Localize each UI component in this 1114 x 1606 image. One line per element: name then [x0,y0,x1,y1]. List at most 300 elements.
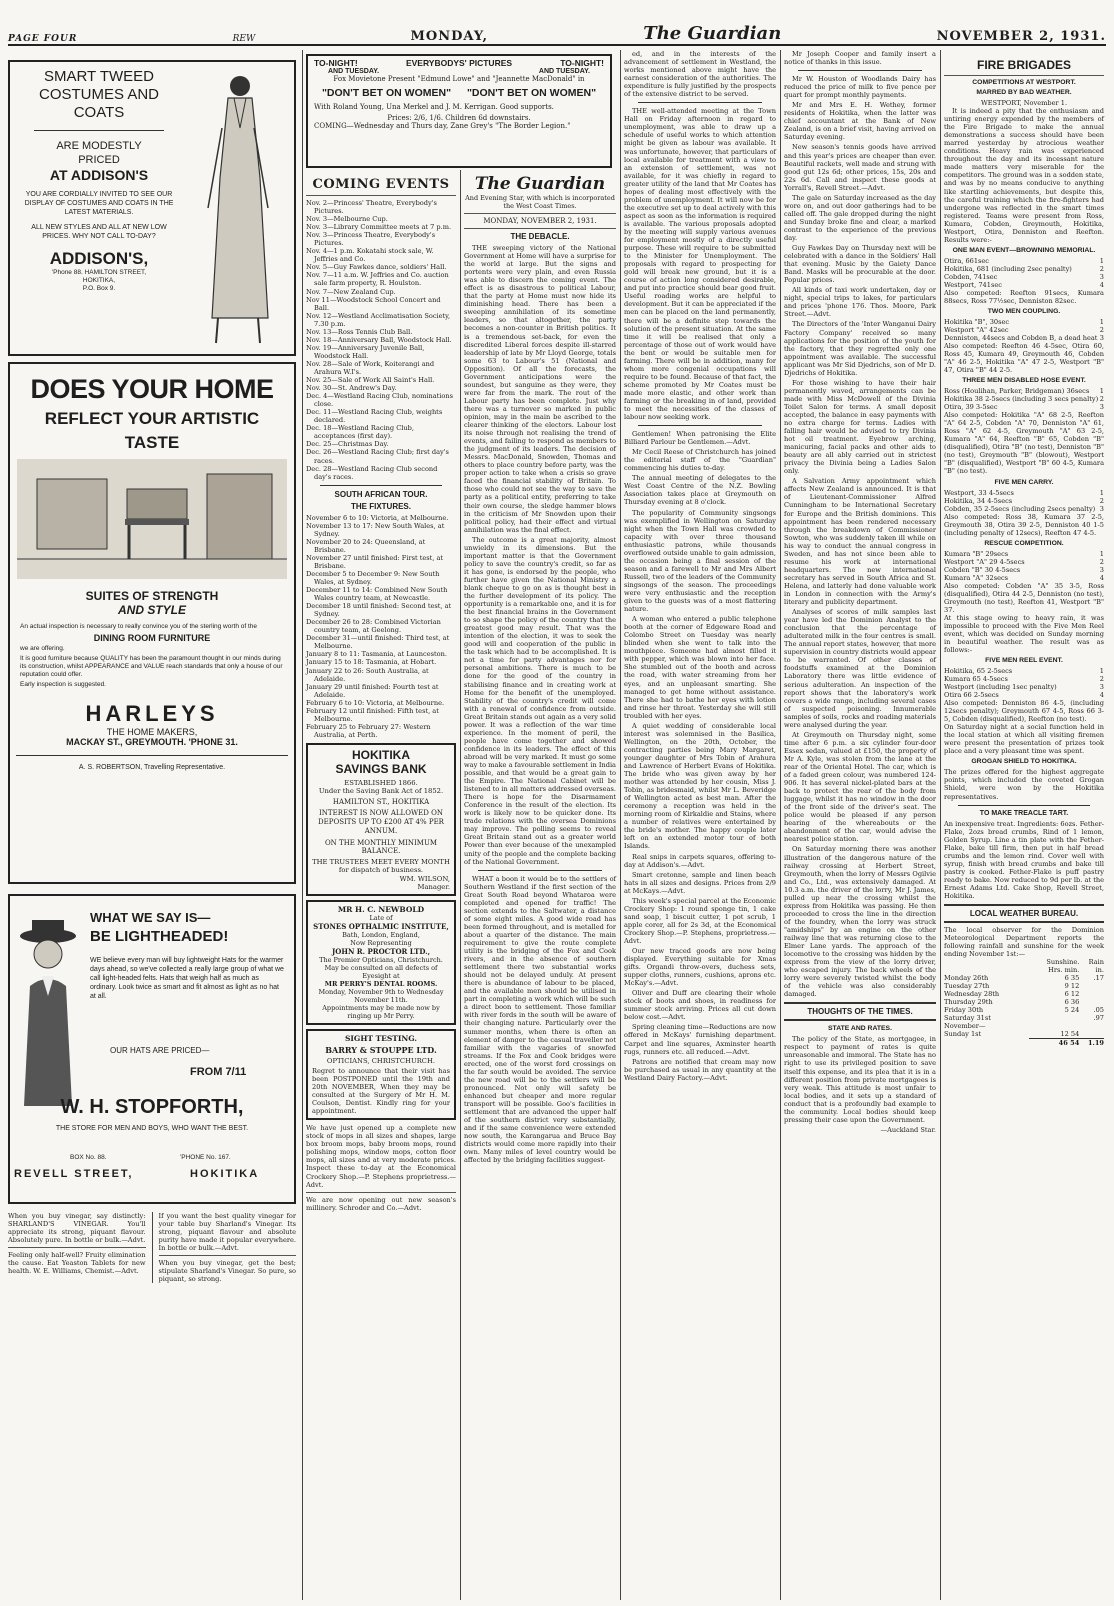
result-cell: Cobden, 741sec [944,272,998,281]
weather-row [944,982,1104,990]
ad-addisons-l4: ARE MODESTLY [56,140,142,152]
fire-sub1: COMPETITIONS AT WESTPORT. [972,79,1076,86]
newbold-l4: Bath, London, England, [342,930,420,939]
result-cell: 1 [1099,317,1104,326]
weather-cell [1079,998,1104,1006]
result-cell: Cobden, 35 2-5secs (including 2secs penalty) [944,504,1096,513]
result-cell: 2 [1099,395,1104,404]
ad-stopforth-name: W. H. STOPFORTH, [60,1096,244,1118]
tour-fixture-item: December 11 to 14: Combined New South Wales country team, at Newcastle. [306,586,448,603]
tour-fixture-item: November 20 to 24: Queensland, at Brisbane. [306,537,426,554]
coming-event-item: Dec. 26—Westland Racing Club; first day's races. [306,448,449,465]
article-salvation-army: A Salvation Army appointment which affects New Zealand is announced. It is that of Lieutenant-Commissioner Alfred Cunningham to be International Secretary for Europe and the British dominions. This appointment has been rendered necessary through the breakdown of Commissioner Sowton, who was suddenly taken ill while on his way to conduct the annual congress in Sweden, and has not since been able to resume his work at international headquarters. The new international secretary has served in South Africa and St. Helena, and latterly had done valuable work in London in connection with the Army's literary and publicity department. [784,477,936,607]
result-cell: 2 [1099,675,1104,684]
coming-event-item: Nov. 3—Library Committee meets at 7 p.m. [306,223,452,232]
notice-billiards: Gentlemen! When patronising the Elite Billiard Parlour be Gentlemen.—Advt. [624,430,776,447]
ad-stopforth-l3: WE believe every man will buy lightweight Hats for the warmer days ahead, so we've collected a really large group of what we call light-headed felts. Hats that weigh half as much as ordinary. Look twice as smart and fit almost as light as no hat at all. [90,957,284,1000]
tour-fixture-item: December 18 until finished: Second test, at Sydney. [306,602,452,619]
event6-note: On Saturday night at a social function held in the local station at which all visiting firemen were present the presentation of prizes took place and a very pleasant time was spent. [944,723,1104,756]
ad-savings-bank [306,743,456,896]
tour-fixture-item: January 15 to 18: Tasmania, at Hobart. [306,658,437,667]
tour-list [306,514,456,739]
ad-pictures [306,54,612,168]
weather-cell: .05 [1093,1006,1104,1015]
pictures-coming: COMING—Wednesday and Thurs day, Zane Grey's "The Border Legion." [314,122,571,130]
notice-taxi: All kinds of taxi work undertaken, day or night, special trips to lakes, for particulars and prices 'phone 176. Thos. Moore, Park Street.—Advt. [784,286,936,319]
notice-boots: Oliver and Duff are clearing their whole stock of boots and shoes, in readiness for summer stock arriving. Prices all cut down below cost.—Advt. [624,989,776,1022]
fire-dateline: WESTPORT, November 1. [980,99,1068,107]
fire-intro: It is indeed a pity that the enthusiasm and untiring energy expended by the members of the Fire Brigade to make the annual demonstrations a success should have been marred yesterday by atrocious weather conditions. Heavy rain was experienced throughout the day and its incessant nature made matters very miserable for the competitors. The ground was in a sodden state, and was by no means conducive to anything like startling achievements, but despite this, the careful training which the fire-fighters had undergone was reflected in the smart times registered. Teams were present from Ross, Kumara, Cobden, Greymouth, Hokitika, Westport, Otira, Denniston and Reefton. Results were:- [944,107,1104,244]
result-row [944,691,1104,699]
newbold-l7: The Premier Opticians, Christchurch. [319,955,443,964]
bank-l8: THE TRUSTEES MEET EVERY MONTH for dispatch of business. [312,857,450,875]
ad-addisons-l1: SMART TWEED [43,68,155,85]
bank-l3: ESTABLISHED 1866. [344,778,418,787]
pictures-h5: AND TUESDAY. [538,68,590,75]
ad-vinegar-1: When you buy vinegar, say distinctly: SHARLAND'S VINEGAR. You'll appreciate its strong, piquant flavour. Absolutely pure. In bottle or bulk.—Advt. [8,1212,146,1245]
coming-event-item: Nov. 13—Ross Tennis Club Ball. [306,327,413,336]
bank-l4: Under the Saving Bank Act of 1852. [318,786,444,795]
editorial-masthead: The Guardian [474,174,606,194]
result-row [944,574,1104,582]
column-fire-brigades [944,50,1104,1600]
result-row [944,326,1104,334]
notice-cream: Patrons are notified that cream may now be purchased as usual in any quantity at the Westland Dairy Factory.—Advt. [624,1057,776,1082]
result-cell: Denniston, 44secs and Cobden B, a dead heat [944,333,1098,342]
result-cell: 3 [1099,683,1104,692]
event1-results [944,257,1104,289]
tart-body: An inexpensive treat. Ingredients: 6ozs. Fether-Flake, 2ozs bread crumbs, Rind of 1 lemon, Golden Syrup. Line a tin plate with the Fether-Flake, bake till firm, then put in half bread crumbs and the lemon rind. Cover well with syrup, finish with bread crumbs and bake till pastry is cooked. Fether-Flake is puff pastry ready to bake. Now reduced to 9d per lb. at the Ernest Adams Ltd. Cake Shop, Revell Street, Hokitika. [944,819,1104,900]
coming-event-item: Nov. 7—New Zealand Cup. [306,287,396,296]
ad-harleys-l6: An actual inspection is necessary to really convince you of the sterling worth of the [20,623,258,630]
weather-cell [1029,1014,1080,1022]
ad-harleys-l2: REFLECT YOUR ARTISTIC [44,409,260,428]
weather-unit-cell: in. [1095,966,1104,975]
ad-harleys-rep: A. S. ROBERTSON, Travelling Representative. [78,764,226,771]
weather-cell: 6 35 [1064,974,1080,983]
result-row [944,497,1104,505]
coming-event-item: Nov. 30—St. Andrew's Day. [306,384,397,393]
weather-cell: Thursday 29th [944,998,993,1007]
notice-cooper: Mr Joseph Cooper and family insert a notice of thanks in this issue. [784,50,936,67]
fire-sub2: MARRED BY BAD WEATHER. [976,89,1072,96]
article-railway-crossing: On Saturday morning there was another illustration of the dangerous nature of the railway crossing at Herbert Street, Greymouth, when the lorry of Messrs Ogilvie and Co., Ltd., was extensively damaged. At 10.3 a.m. the driver of the lorry, Mr J. James, pulled up near the crossing whilst the express from Hokitika was passing. He then proceeded to cross the line in the direction of the foundry, when the lorry was struck "amidships" by an engine on the other railway line that was returning close to the Elmer Lane yards. The approach of the locomotive to the crossing was hidden by the express from the view of the lorry driver, who escaped injury. The back wheels of the lorry were severely twisted whilst the body of the vehicle was also considerably damaged. [784,845,936,999]
column-editorial [464,50,616,1600]
result-cell: Otira, 661sec [944,256,990,265]
notice-traced-goods: Our new traced goods are now being displayed. Everything suitable for Xmas gifts. Organdi throw-overs, duchess sets, supper cloths, runners, cushions, aprons etc. McKay's.—Advt. [624,947,776,988]
event6-title: FIVE MEN REEL EVENT. [985,657,1063,665]
column-news-1 [624,50,776,1600]
coming-event-item: Dec. 11—Westland Racing Club, weights declared. [306,408,443,425]
weather-cell [1079,982,1104,990]
newbold-l9: MR PERRY'S DENTAL ROOMS. [324,979,438,988]
ad-stopforth-l4: OUR HATS ARE PRICED— [110,1046,210,1055]
bank-l5: HAMILTON ST., HOKITIKA [332,797,430,806]
weather-cell: Monday 26th [944,974,989,983]
notice-milk: Mr W. Houston of Woodlands Dairy has reduced the price of milk to five pence per quart for prompt monthly payments. [784,75,936,100]
result-row [944,334,1104,342]
newbold-l11: Appointments may be made now by ringing up Mr Perry. [322,1003,440,1020]
page-number: PAGE FOUR [8,34,78,44]
ad-addisons-name: ADDISON'S, [49,249,149,268]
result-row [944,387,1104,395]
result-cell: 3 [1099,333,1104,342]
ad-harleys-sub: THE HOME MAKERS, [106,727,198,737]
weather-row [944,1014,1104,1022]
result-row [944,550,1104,558]
notice-salon: For those wishing to have their hair permanently waved, arrangements can be made with Miss McDowell of the Divinia Toilet Salon for terms. A small deposit accepted, the balance in easy payments with no extra charge for terms. Ladies with falling hair would be advised to try Divinia hot oil treatment. Eyebrow arching, manicuring, facial packs and other aids to beauty are all ably carried out in strictest privacy the Divinia being a Ladies Salon only. [784,378,936,476]
weather-cell: 9 12 [1064,982,1080,991]
newbold-l10: Monday, November 9th to Wednesday November 11th. [318,987,444,1004]
weather-table [944,958,1104,1047]
ad-addisons-addr2: HOKITIKA, [82,277,116,284]
state-rates-source: —Auckland Star. [880,1125,936,1134]
weather-total-cell: 46 54 [1029,1039,1080,1048]
tour-fixture-item: November 13 to 17: New South Wales, at Sydney. [306,521,445,538]
fire-title: FIRE BRIGADES [976,58,1071,72]
result-cell: 3 [1099,403,1104,412]
state-rates-title: STATE AND RATES. [828,1025,892,1033]
result-row [944,683,1104,691]
bank-l6: INTEREST IS NOW ALLOWED ON DEPOSITS UP TO £200 AT 4% PER ANNUM. [318,808,444,835]
coming-event-item: Nov. 2—Princess' Theatre, Everybody's Pictures. [306,199,437,216]
result-cell: Westport (including 1sec penalty) [944,683,1057,692]
weather-header-cell: Rain [1088,958,1104,967]
result-row [944,558,1104,566]
coming-event-item: Nov. 18—Anniversary Ball, Woodstock Hall. [306,335,452,344]
pictures-h3: TO-NIGHT! [560,58,604,68]
result-cell: 3 [1099,504,1104,513]
article-pepper: A woman who entered a public telephone booth at the corner of Edgeware Road and Colombo Street on Tuesday was nearly blinded when she went to talk into the mouthpiece. Someone had almost filled it with pepper, which was blown into her face. She stumbled out of the booth and across the road, with water streaming from her eyes, and an unpleasant smarting. She managed to get home without assistance. There she had to bathe her eyes with lotion and rinse her throat. Yesterday she will still troubled with her eyes. [624,615,776,720]
result-cell: Ross (Houlihan, Parker, Bridgeman) 36secs [944,387,1090,396]
weather-cell: .97 [1093,1014,1104,1023]
tour-fixture-item: December 5 to December 9: New South Wales, at Sydney. [306,569,440,587]
thoughts-title: THOUGHTS OF THE TIMES. [807,1007,913,1017]
result-cell: 1 [1099,488,1104,497]
weather-cell: Tuesday 27th [944,982,990,991]
result-cell: Otira, 39 3-5sec [944,403,998,412]
article-stolen-car: At Greymouth on Thursday night, some time after 6 p.m. a six cylinder four-door Essex sedan, valued at £150, the property of Mr A. Kyle, was stolen from the lane at the rear of the Oriental Hotel. The car, which is of a faded green colour, was numbered 124-906. It has several nickel-plated bars at the back to protect the rear of the body from luggage, whilst it has no window in the door of the front side of the driver's seat. The police would be pleased if any person hearing of the whereabouts or the abandonment of the car, would advise the nearest police station. [784,730,936,844]
notice-crockery: This week's special parcel at the Economic Crockery Shop: 1 round sponge tin, 1 cake sand soap, 1 biscuit cutter, 1 pot scrub, 1 apple corer, all for 2s 3d, at the Economical Crockery Shop.—P. Stephens, proprietress.—Advt. [624,896,776,945]
coming-event-item: Dec. 25—Christmas Day. [306,440,389,449]
ad-vinegar-3: When you buy vinegar, get the best; stipulate Sharland's Vinegar. So pure, so piquant, so strong. [158,1259,297,1284]
grogan-body: The prizes offered for the highest aggregate points, which included the coveted Grogan Shield, were won by the Hokitika representatives. [944,768,1104,801]
weather-cell: .17 [1093,974,1104,983]
ad-sight-testing [306,1029,456,1120]
ad-stopforth-town: HOKITIKA [190,1168,260,1180]
coming-event-item: Nov. 12—Westland Acclimatisation Society, 7.30 p.m. [306,311,451,328]
bank-l10: Manager. [417,882,450,891]
tour-fixture-item: January 29 until finished: Fourth test at Adelaide. [306,682,439,699]
newbold-l3: STONES OPTHALMIC INSTITUTE, [313,921,449,931]
coming-event-item: Dec. 28—Westland Racing Club second day's races. [306,464,438,481]
event1-title: ONE MAN EVENT—BROWNING MEMORIAL. [952,246,1096,254]
result-cell: 1 [1099,387,1104,396]
result-cell: 3 [1099,272,1104,281]
ad-stopforth-l5: FROM 7/11 [190,1066,247,1078]
ad-harleys-headline: DOES YOUR HOME [30,374,274,404]
notice-wethey: Mr and Mrs E. H. Wethey, former residents of Hokitika, when the latter was chief accountant at the Bank of New Zealand, is on a brief visit, having arrived on Saturday evening. [784,101,936,142]
weather-cell: 5 24 [1064,1006,1080,1015]
result-cell: Otira 66 2-5secs [944,691,999,700]
editorial-p1: THE sweeping victory of the National Government at Home will have a surprise for the world at large. But the signs and portents were very plain, and even Russia was able to discern the coming event. The effect is as disastrous to political Labour, that the party at Home must now hide its diminishing head. There has been a sweeping annihilation of its sometime leaders, so that altogether, the party becomes a non-counter in British politics. It is a tremendous set-back, for even the discredited Liberal forces despite ill-starred leadership of late by Mr Lloyd George, totals some 63 to Labour's 51 (National and Opposition). Of all the forecasts, the Government anticipations were the soundest, but sanguine as they were, they were far from the mark. The rout of the Labour party has been complete. Just why there was a turnover so marked in public opinion, may in the main be ascribed to the clearer thinking of the electors. Labour lost its noise through not realising the trend of events, and failing to respond as members to the judgment of its leaders. The decision of Messrs. MacDonald, Snowden, Thomas and others to place country before party, was the proper action to take when a crisis so grave faced the financial stability of Britain. To those who could not see the way to save the party as a political entity, preferring to take their own course, the sledge hammer blows in the criticism of Mr Snowden upon their political policy, had their effect and virtual annihilation was the final effect. [464,244,616,534]
event3-title: THREE MEN DISABLED HOSE EVENT. [962,377,1086,385]
ad-addisons-l7: YOU ARE CORDIALLY INVITED TO SEE OUR DISPLAY OF COSTUMES AND COATS IN THE LATEST MATERIALS. [24,191,174,216]
result-row [944,489,1104,497]
weather-row [944,974,1104,982]
result-row [944,265,1104,273]
ad-harleys-l5: AND STYLE [117,603,186,617]
coming-events-list [306,199,456,481]
weather-cell: 6 12 [1064,990,1080,999]
result-cell: Hokitika, 34 4-5secs [944,496,1013,505]
event6-results [944,667,1104,699]
ad-stopforth-sub: THE STORE FOR MEN AND BOYS, WHO WANT THE BEST. [55,1125,249,1132]
tour-fixture-item: February 6 to 10: Victoria, at Melbourne. [306,698,445,707]
sight-l2: BARRY & STOUPPE LTD. [325,1044,437,1055]
ad-addisons-l5: PRICED [78,154,120,166]
man-in-hat-illustration [16,916,78,1106]
article-unemployment: THE well-attended meeting at the Town Hall on Friday afternoon in regard to unemployment, was able to draw up a schedule of useful works to which attention might be given as labour was available. It was unfortunate, however, that particulars of local available for treatment with a view to an extension of settlement, was not available, for it was chiefly in regard to greater utility of the land that Mr Coates has hopes of dealing most effectively with the problem of unemployment. It will now be for the executive set up to deal actively with this aspect as soon as the information is required is available. The various proposals adopted by the meeting will supply various avenues for employment mostly of a directly useful purpose. These will require to be submitted to the Minister for Unemployment. The proposals with regard to prospecting for gold will break new ground, but it is a course of action long considered desirable, and put into practice should bear good fruit. Useful roading works are helpful to development. But it can be appreciated if the men can be placed on the land permanently, there will be a definite step towards the solution of the present situation. At the same time it will be realised that only a percentage of those out of work would have the bent or would be suitable men for farming. There will be in addition, many for whom more congenial occupations will require to be found. Because of that fact, the scheme promoted by Mr Coates must be made more elastic, and other work than farming or the breaking in of land, provided to meet the necessities of the classes of labour now seeking work. [624,107,776,422]
event2-title: TWO MEN COUPLING. [987,307,1061,315]
coming-event-item: Nov. 7—11 a.m. W. Jeffries and Co. auction sale farm property, R. Houlston. [306,271,449,288]
result-row [944,273,1104,281]
dining-room-illustration [17,459,287,579]
weather-unit-cell: Hrs. min. [1048,966,1080,975]
weather-row [944,998,1104,1006]
ad-harleys-l7: DINING ROOM FURNITURE [93,633,211,643]
result-cell: Cobden "B" 30 4-5secs [944,565,1021,574]
pictures-film1: "DON'T BET ON WOMEN" [321,87,452,99]
weather-row [944,1022,1104,1030]
ad-addisons-addr1: 'Phone 88. HAMILTON STREET, [51,269,147,276]
weather-cell: November— [944,1022,986,1031]
weather-cell: Wednesday 28th [944,990,1000,999]
sight-l4: Regret to announce that their visit has been POSTPONED until the 19th and 20th NOVEMBER, When they may be consulted at the Surgery of Mr H. M. Coulson, Dentist. Kindly ring for your appointment. [312,1066,450,1116]
result-cell: Westport "A" 29 4-5secs [944,557,1025,566]
coming-event-item: Dec. 4—Westland Racing Club, nominations close. [306,392,453,409]
pictures-l2: With Roland Young, Una Merkel and J. M. Kerrigan. Good supports. [314,103,554,111]
coming-event-item: Nov. 4—1 p.m. Kokatahi stock sale, W. Jeffries and Co. [306,247,434,264]
ad-stopforth-box: BOX No. 88. [70,1154,107,1161]
result-cell: Kumara "A" 32secs [944,573,1009,582]
event4-title: FIVE MEN CARRY. [994,478,1054,486]
event3-also: Also competed: Hokitika "A" 68 2-5, Reefton "A" 64 2-5, Cobden "A" 70, Denniston "A" 61, Ross "A" 62 4-5, Greymouth "A" 63 2-5, Kumara "A" 64, Reefton "B" 65, Cobden "B" (disqualified), Otira "B" (no test), Denniston "B" (no test), Greymouth "B" (blowout), Westport "B" (disqualified), Westport "B" 60 4-5, Kumara "B" (no test). [944,411,1104,476]
pictures-h2: EVERYBODYS' PICTURES [405,58,513,68]
ad-addisons-l8: ALL NEW STYLES AND ALL AT NEW LOW PRICES. WHY NOT CALL TO-DAY? [31,224,167,240]
coming-event-item: Dec. 18—Westland Racing Club, acceptances (first day). [306,424,414,441]
result-cell: 1 [1099,667,1104,676]
ad-stopforth-l2: BE LIGHTHEADED! [90,928,229,945]
ad-harleys-l9: It is good furniture because QUALITY has been the paramount thought in our minds during its construction, whilst APPEARANCE and VALUE reach standards that only a house of our reputation could offer. [20,655,283,678]
state-rates-body: The policy of the State, as mortgagee, in respect to payment of rates is quite unreasonable and immoral. The State has no right to use its privileged position to save itself this expense, and its plea that it is in a different position from private mortgagees is very weak. This attitude is most unfair to local bodies, and it sets up a standard of conduct that is a profoundly bad example to the community. Local bodies should keep pressing their case upon the Government. [784,1035,936,1124]
coming-event-item: Nov. 19—Anniversary Juvenile Ball, Woodstock Hall. [306,343,425,360]
weather-intro: The local observer for the Dominion Meteorological Department reports the following rainfall and sunshine for the week ending November 1st:— [944,926,1104,959]
weather-header-cell: Sunshine. [1046,958,1080,967]
result-row [944,318,1104,326]
woman-in-coat-illustration [188,68,288,350]
newbold-l5: Now Representing [350,938,412,947]
column-news-2 [784,50,936,1600]
weather-cell [1079,1022,1104,1030]
result-cell: Kumara "B" 29secs [944,549,1009,558]
article-south-road: WHAT a boon it would be to the settlers of Southern Westland if the first section of the Great South Road beyond Whataroa were completed and opened for traffic! The section extends to the Saltwater, a distance of some eight miles. A good wide road has been formed throughout, and is metalled for about a quarter of the distance. The main requirement to give the route complete utility is the bridging of the Fox and Cook rivers, and in the absence of southern settlement there two substantial works should not be delayed unduly. At present there is abundance of labour to be placed, and the available men should be utilised in part in completing a work which will be such a direct boon to settlement. Those familiar with river fords in the south will be aware of their changing nature. Particularly over the summer months, when there is often an element of danger to the casual traveller not familiar with the vagaries of snowfed streams. If the Fox and Cook bridges were erected, one of the worst ford crossings on the far south would be avoided. The service the new road will be to the settlers will be pronounced. Not only will safety be enhanced but cheaper and more regular transport will be possible. Goo's facilities in settlement that are advanced the upper half of the southern district very substantially, and if the same convenience were extended now south, the Karangarua and Bruce Bay districts would come more rapidly into their own. Many miles of level country would be affected by the bridging facilities suggest- [464,874,616,1165]
tour-fixture-item: January 22 to 26: South Australia, at Adelaide. [306,666,429,683]
weather-cell [944,1039,1029,1048]
editorial-title: THE DEBACLE. [510,232,570,241]
ad-addisons [8,60,296,356]
tart-title: TO MAKE TREACLE TART. [979,809,1069,817]
newbold-l6: JOHN R. PROCTOR LTD., [331,946,431,956]
event1-also: Also competed: Reefton 91secs, Kumara 88secs, Ross 77½sec, Denniston 82sec. [944,288,1104,305]
tour-fixture-item: February 12 until finished: Fifth test, at Melbourne. [306,706,439,723]
result-cell: Westport "A" 42sec [944,325,1009,334]
event5-results [944,550,1104,582]
ad-addisons-l6: AT ADDISON'S [49,167,149,183]
result-cell: Westport, 741sec [944,280,1002,289]
sight-l1: SIGHT TESTING. [344,1033,417,1043]
result-cell: Hokitika 38 2-5secs (including 3 secs penalty) [944,395,1099,404]
notice-guy-fawkes: Guy Fawkes Day on Thursday next will be celebrated with a dance in the Soldiers' Hall that evening. Music by the Gaiety Dance Band. Masks will be procurable at the door. Popular prices. [784,244,936,285]
ad-newbold [306,900,456,1025]
result-cell: Hokitika, 681 (including 2sec penalty) [944,264,1072,273]
ad-addisons-l2: COSTUMES AND [38,86,159,103]
coming-event-item: Nov. 25—Sale of Work All Saint's Hall. [306,376,435,385]
weather-unit-cell [944,966,1029,974]
weather-header-cell [944,958,1029,966]
result-row [944,675,1104,683]
pictures-h4: AND TUESDAY. [328,68,380,75]
event5-title: RESCUE COMPETITION. [984,539,1064,547]
event5-also: Also competed: Cobden "A" 35 3-5, Ross (disqualified), Otira 44 2-5, Denniston (no test), Greymouth (no test), Reefton 41, Westport "B" 37. [944,581,1104,614]
weather-total-row [944,1039,1104,1048]
result-cell: 3 [1099,565,1104,574]
result-row [944,395,1104,403]
ad-harleys-addr: MACKAY ST., GREYMOUTH. 'PHONE 31. [66,737,238,747]
editorial-date: MONDAY, NOVEMBER 2, 1931. [483,217,597,225]
event4-also: Also competed: Ross 38, Kumara 37 2-5, Greymouth 38, Otira 39 2-5, Denniston 40 1-5 (including penalty of 12secs), Reefton 47 4-5. [944,512,1104,537]
article-wedding: A quiet wedding of considerable local interest was solemnised in the Basilica, Wellington, on the 20th, October, the contracting parties being Mary Margaret, younger daughter of Mrs Tobin of Arahura and Lawrence of Herbert Evans of Hokitika. The bride who was given away by her mother was attended by her cousin, Miss J. Tobin, as bridesmaid, whilst Mr L. Beveridge of Wellington acted as best man. After the ceremony a reception was held in the morning room of Kirkaldie and Stains, where a number of relatives were entertained by the bride's mother. The happy couple later left on an extended motor tour of both Islands. [624,721,776,851]
ad-stopforth-phone: 'PHONE No. 167. [180,1154,231,1161]
event2-results [944,318,1104,342]
newbold-l2: Late of [369,913,393,922]
result-cell: 2 [1099,325,1104,334]
ad-harleys-l10: Early inspection is suggested. [20,681,106,688]
result-cell: Hokitika, 65 2-5secs [944,667,1013,676]
sight-l3: OPTICIANS, CHRISTCHURCH. [326,1056,436,1065]
page-masthead [8,22,1106,46]
bank-l9: WM. WILSON, [399,874,450,883]
notice-mops: We have just opened up a complete new stock of mops in all sizes and shapes, large box broom mops, baby broom mops, round polishing mops, window mops, cotton floor mops, all sizes and at very moderate prices. Inspect these to-day at the Economical Crockery Shop.—P. Stephens proprietress.—Advt. [306,1124,456,1189]
ad-vinegar-2: If you want the best quality vinegar for your table buy Sharland's Vinegar. Its strong, piquant flavour and absolute purity have made it popular everywhere. In bottle or bulk.—Advt. [158,1212,297,1253]
small-ads-row [8,1212,296,1283]
tour-fixture-item: January 8 to 11: Tasmania, at Launceston. [306,650,447,659]
ad-addisons-l3: COATS [73,104,125,121]
result-cell: 4 [1099,573,1104,582]
masthead-title: The Guardian [643,23,782,44]
tour-fixture-item: December 26 to 28: Combined Victorian country team, at Geelong. [306,618,441,635]
bank-l1: HOKITIKA [352,747,410,762]
event2-also: Also competed: Reefton 46 4-5sec, Otira 60, Ross 45, Kumara 49, Greymouth 46, Cobden "A" 46 2-5, Hokitika "A" 47 2-5, Westport "B" 47, Otira "B" 44 2-5. [944,341,1104,375]
tour-fixture-item: February 25 to February 27: Western Australia, at Perth. [306,722,431,739]
editorial-sub: And Evening Star, with which is incorporated the West Coast Times. [465,194,615,210]
bank-l2: SAVINGS BANK [335,761,427,776]
ad-harleys-l4: SUITES OF STRENGTH [85,589,219,603]
bank-l7: ON THE MONTHLY MINIMUM BALANCE. [324,838,438,855]
grogan-title: GROGAN SHIELD TO HOKITIKA. [971,758,1077,766]
editorial-p2: The outcome is a great majority, almost unwieldy in its dimensions. But the important matter is that the Government policy to save the country's credit, so far as it has gone, is endorsed by the people, who further have given the National Ministry a blank cheque to go on as is thought best in the further development of its policy. The opportunity is a remarkable one, and it is for the best financial brains in the Government to so shape the policy of the country that the greatest good may result. That was the intention of the election, it was to seek the good will and cooperation of the public in the task which had to be accomplished. It is not a time for party advantages nor for personal ambitions. There is much to be done for the good of the country in stabilising finance and in creating work at Home for the benefit of the unemployed. Stability of the country's credit will come with a renewal of confidence from outside. Great Britain stands out again as a very solid power. It was a reflection of the war time experience. In the moment of peril, the people have come together and showed confidence in its leaders. The effect of this abroad will be very marked. It must go some way to make a favourable settlement in India possible, and that would be a great gain to the Empire. The National Cabinet will be listened to in all matters addressed overseas. There is hope for the Disarmament Conference in the result of the election. Its work is likely now to be quicker done. Its trade relations with the oversea Dominions may improve. The polling seems to reveal Great Britain stand out as a greater world Power than ever because of the unexampled unity of the people and the complete backing of the National Government. [464,535,616,866]
notice-millinery: We are now opening out new season's millinery. Schroder and Co.—Advt. [306,1195,456,1212]
result-cell: Westport, 33 4-5secs [944,488,1014,497]
coming-event-item: Nov. 28—Sale of Work, Koiterangi and Arahura W.I's. [306,359,435,376]
newbold-l1: MR H. C. NEWBOLD [337,904,425,914]
article-milk-samples: Analyses of scores of milk samples last year have led the Dominion Analyst to the conclusion that the percentage of adulterated milk in the four centres is small. The annual report states, however, that more supervision in country districts would appear to be warranted. Of other classes of foodstuffs examined at the Dominion Laboratory there was little evidence of serious adulteration. An inspection of the report shows that the laboratory's work covers a wide range, including several cases of suspected poisoning. Innumerable samples of soils, rocks and roading materials were analysed during the year. [784,608,936,729]
notice-reese: Mr Cecil Reese of Christchurch has joined the editorial staff of the "Guardian" commencing his duties to-day. [624,448,776,473]
result-cell: 2 [1099,496,1104,505]
result-cell: 2 [1099,264,1104,273]
weather-cell [1079,1030,1104,1039]
weather-title: LOCAL WEATHER BUREAU. [969,909,1079,919]
tour-fixture-item: November 27 until finished: First test, at Brisbane. [306,553,444,570]
article-singsongs: The popularity of Community singsongs was exemplified in Wellington on Saturday night when the Town Hall was crowded to capacity with over three thousand enthusiastic patrons, while thousands overflowed outside unable to gain admission, the occasion being a final session of the season and a farewell to Mr and Mrs Albert Russell, two of the leaders of the Community singsongs of the season. The proceedings were very enthusiastic and the reception given to the guests was of a most flattering nature. [624,508,776,614]
weather-cell: Friday 30th [944,1006,984,1015]
tour-sub: THE FIXTURES. [350,501,411,511]
notice-hats: Smart cretonne, sample and linen beach hats in all sizes and designs. Prices from 2/9 at McKays.—Advt. [624,870,776,895]
coming-events-title: COMING EVENTS [312,177,450,192]
result-cell: 4 [1099,691,1104,700]
coming-event-item: Nov. 3—Princess Theatre, Everybody's Pictures. [306,231,436,248]
result-cell: 2 [1099,557,1104,566]
tour-fixture-item: December 31—until finished: Third test, at Melbourne. [306,634,450,651]
ad-stopforth [8,894,296,1204]
masthead-mark: REW [232,34,256,44]
pictures-film2: "DON'T BET ON WOMEN" [466,87,597,99]
pictures-h1: TO-NIGHT! [314,58,358,68]
result-cell: 1 [1099,549,1104,558]
weather-cell: 6 36 [1064,998,1080,1007]
ad-addisons-addr3: P.O. Box 9. [82,285,116,292]
pictures-prices: Prices: 2/6, 1/6. Children 6d downstairs. [387,114,531,122]
ad-fruity: Feeling only half-well? Fruity elimination the cause. Eat Yeaston Tablets for new health. W. E. Williams, Chemist.—Advt. [8,1251,146,1276]
result-row [944,566,1104,574]
notice-tennis: New season's tennis goods have arrived and this year's prices are cheaper than ever. Beautiful rackets, well made and strung with good gut 12s 6d; other prices, 15s, 20s and 22s 6d. Call and inspect these goods at Yorrall's, Revell Street.—Advt. [784,143,936,192]
weather-cell: 12 54 [1060,1030,1080,1039]
masthead-date: NOVEMBER 2, 1931. [936,29,1106,44]
result-cell: 4 [1099,280,1104,289]
pictures-l1: Fox Movietone Present "Edmund Lowe" and "Jeannette MacDonald" in [333,75,585,83]
masthead-day: MONDAY, [410,29,488,44]
weather-total-cell: 1.19 [1079,1039,1104,1048]
ad-harleys-l3: TASTE [124,433,180,452]
weather-cell [1029,1022,1080,1030]
weather-header-row [944,958,1104,966]
coming-event-item: Nov. 3—Melbourne Cup. [306,215,388,224]
event4-results [944,489,1104,513]
result-cell: Hokitika "B", 30sec [944,317,1010,326]
weather-cell: Saturday 31st [944,1014,991,1023]
notice-bowling: The annual meeting of delegates to the West Coast Centre of the N.Z. Bowling Association takes place at Greymouth on Thursday evening at 8 o'clock. [624,474,776,507]
result-cell: Kumara 65 4-5secs [944,675,1008,684]
event6-also: Also competed: Denniston 86 4-5, (including 12secs penalty); Greymouth 67 4-5, Ross 66 3-5, Cobden (disqualified), Reefton (no test). [944,699,1104,724]
tour-fixture-item: November 6 to 10: Victoria, at Melbourne. [306,513,449,522]
result-row [944,505,1104,513]
coming-event-item: Nov. 5—Guy Fawkes dance, soldiers' Hall. [306,263,447,272]
event5-note: At this stage owing to heavy rain, it was impossible to proceed with the Five Men Reel event, which was decided on Sunday morning in beautiful weather. The result was as follows:- [944,613,1104,655]
weather-row [944,1006,1104,1014]
result-row [944,257,1104,265]
column-ads [8,50,296,1600]
result-cell: 1 [1099,256,1104,265]
